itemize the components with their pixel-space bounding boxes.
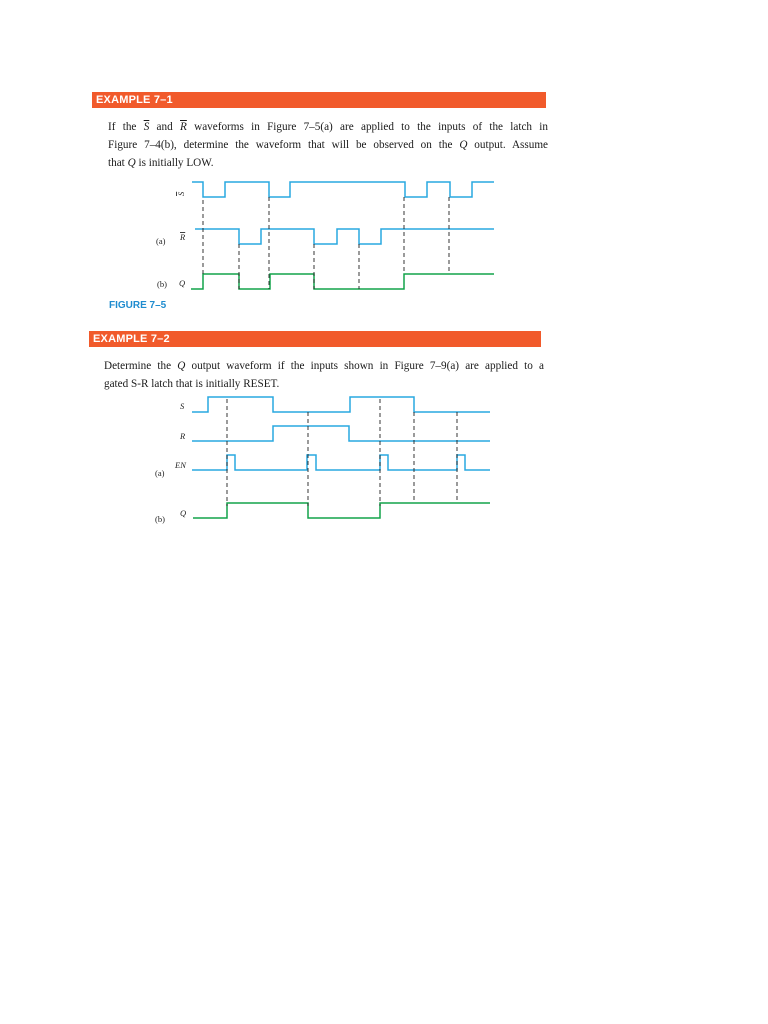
en-label: EN [175,460,186,470]
r-waveform [192,426,490,441]
example-7-2-banner: EXAMPLE 7–2 [89,331,541,347]
figure-7-9-label-b: (b) [155,514,165,524]
example-7-1-line-1: If the $\overline{S}$ and $\overline{R}$ waveforms in Figure 7–5(a) are applied to the inputs of the latch in [108,121,549,133]
example-7-1-banner: EXAMPLE 7–1 [92,92,546,108]
q-label-2: Q [180,508,187,518]
figure-7-5-label-b: (b) [157,279,167,289]
s-waveform [192,397,490,412]
s-bar-label: S [176,191,186,196]
example-7-2-line-2: gated S-R latch that is initially RESET. [104,378,280,390]
figure-7-5-label-a: (a) [156,236,166,246]
q-waveform-2 [193,503,490,518]
r-bar-label: R [180,232,186,242]
example-7-1-line-2: Figure 7–4(b), determine the waveform that will be observed on the Q output. Assume [108,139,548,151]
figure-7-5-caption: FIGURE 7–5 [109,300,167,311]
example-7-2-line-1: Determine the Q output waveform if the inputs shown in Figure 7–9(a) are applied to a [104,360,544,372]
figure-7-9-label-a: (a) [155,468,165,478]
en-waveform [192,455,490,470]
example-7-1-line-3: that Q is initially LOW. [108,157,214,169]
s-label: S [180,401,185,411]
q-label: Q [179,278,186,288]
r-label: R [180,431,186,441]
